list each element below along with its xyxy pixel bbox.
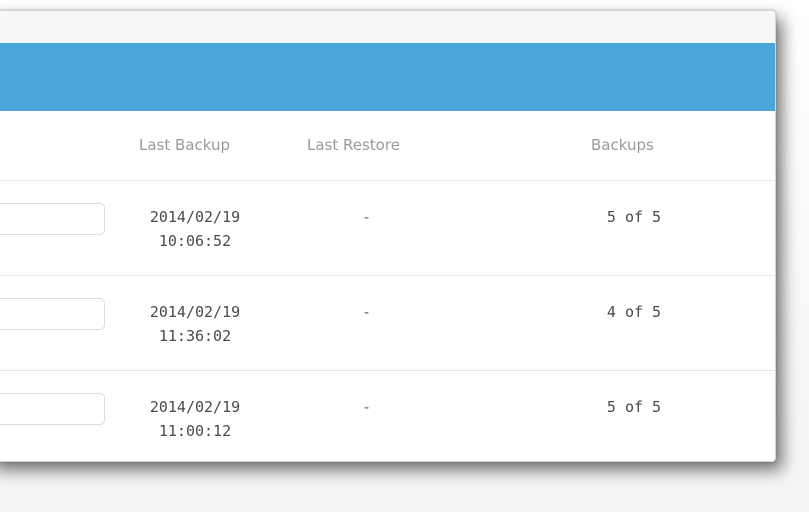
- last-restore-cell: -: [362, 398, 372, 416]
- backups-count-cell: 5 of 5: [606, 398, 662, 416]
- last-backup-time: 11:00:12: [158, 422, 232, 440]
- row-name-field[interactable]: [0, 203, 105, 235]
- column-header-last-backup[interactable]: Last Backup: [139, 136, 230, 154]
- panel-top-strip: [0, 11, 775, 44]
- row-name-field[interactable]: [0, 393, 105, 425]
- column-header-backups[interactable]: Backups: [591, 136, 654, 154]
- backups-panel: [0, 10, 776, 462]
- last-backup-date: 2014/02/19: [149, 208, 241, 226]
- row-name-field[interactable]: [0, 298, 105, 330]
- last-backup-cell: [129, 395, 261, 443]
- last-backup-time: 10:06:52: [158, 232, 232, 250]
- backups-count-cell: 5 of 5: [606, 208, 662, 226]
- last-restore-cell: -: [362, 303, 372, 321]
- last-backup-cell: [129, 300, 261, 348]
- column-header-last-restore[interactable]: Last Restore: [307, 136, 400, 154]
- panel-header-bar: [0, 43, 775, 111]
- last-backup-date: 2014/02/19: [149, 303, 241, 321]
- table-row[interactable]: [0, 181, 775, 276]
- table-row[interactable]: [0, 371, 775, 462]
- backups-count-cell: 4 of 5: [606, 303, 662, 321]
- last-backup-date: 2014/02/19: [149, 398, 241, 416]
- table-row[interactable]: [0, 276, 775, 371]
- last-restore-cell: -: [362, 208, 372, 226]
- last-backup-cell: [129, 205, 261, 253]
- last-backup-time: 11:36:02: [158, 327, 232, 345]
- table-header-row: [0, 111, 775, 181]
